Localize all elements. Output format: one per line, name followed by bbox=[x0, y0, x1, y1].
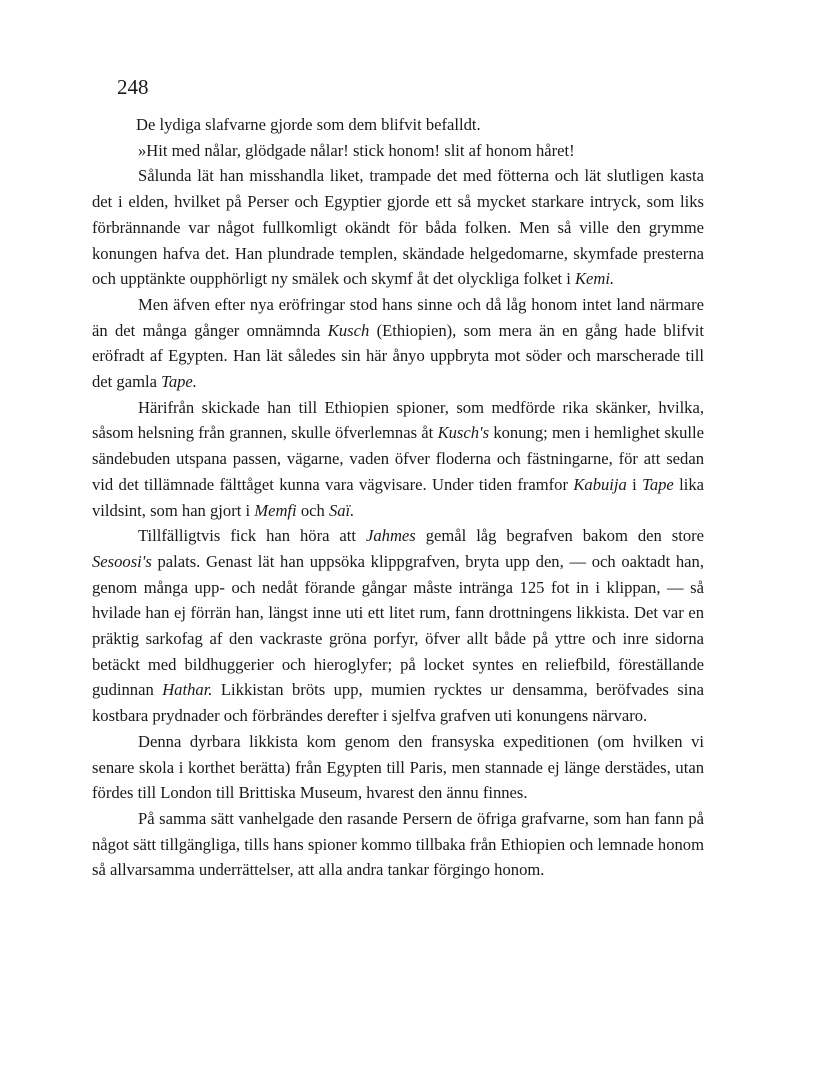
italic-term: Kusch's bbox=[437, 423, 490, 443]
italic-term: Hathar. bbox=[162, 680, 213, 700]
italic-term: Tape bbox=[642, 474, 674, 494]
text-run: På samma sätt vanhelgade den rasande Persern de öfriga grafvarne, som han fann på något sätt tillgängliga, tills hans spioner kommo tillbaka från Ethiopien och lemnade honom så allvarsamma underrättelser, att alla andra tankar förgingo honom. bbox=[92, 808, 704, 880]
paragraph bbox=[92, 806, 704, 883]
text-run: De lydiga slafvarne gjorde som dem blifvit befalldt. bbox=[136, 115, 481, 134]
italic-term: Sesoosi's bbox=[92, 551, 152, 571]
italic-term: Kusch bbox=[327, 320, 370, 340]
paragraph bbox=[92, 523, 704, 729]
text-run: lika vildsint, som han gjort i bbox=[92, 474, 704, 520]
text-run: Härifrån skickade han till Ethiopien spioner, som medförde rika skänker, hvilka, såsom helsning från grannen, skulle öfverlemnas åt bbox=[92, 397, 704, 443]
text-run: konung; men i hemlighet skulle sändebuden utspana passen, vägarne, vaden öfver floderna och fästningarne, för att sedan vid det tillämnade fälttåget kunna vara vägvisare. Under tiden framfor bbox=[92, 423, 704, 494]
paragraph bbox=[92, 395, 704, 524]
text-run: Likkistan bröts upp, mumien rycktes ur densamma, beröfvades sina kostbara prydnader och förbrändes derefter i sjelfva grafven uti konungens närvaro. bbox=[92, 680, 705, 726]
italic-term: Saï. bbox=[328, 500, 355, 520]
paragraph bbox=[92, 112, 704, 138]
text-run: Tillfälligtvis fick han höra att bbox=[138, 526, 366, 546]
italic-term: Jahmes bbox=[365, 526, 416, 546]
text-run: och bbox=[296, 500, 329, 520]
text-run: Denna dyrbara likkista kom genom den fransyska expeditionen (om hvilken vi senare skola i korthet berätta) från Egypten till Paris, men stannade ej länge derstädes, utan fördes till London till Brittiska Museum, hvarest den ännu finnes. bbox=[92, 731, 704, 803]
text-run: gemål låg begrafven bakom den store bbox=[415, 526, 705, 546]
paragraph bbox=[92, 138, 704, 164]
body-text bbox=[92, 112, 704, 883]
italic-term: Memfi bbox=[254, 500, 297, 520]
italic-term: Kabuija bbox=[573, 474, 627, 494]
text-run: »Hit med nålar, glödgade nålar! stick honom! slit af honom håret! bbox=[138, 140, 575, 160]
paragraph bbox=[92, 163, 704, 292]
italic-term: Tape. bbox=[161, 372, 197, 392]
paragraph bbox=[92, 292, 704, 395]
text-run: i bbox=[626, 474, 643, 494]
text-run: palats. Genast lät han uppsöka klippgrafven, bryta upp den, — och oaktadt han, genom många upp- och nedåt förande gångar måste intränga 125 fot in i klippan, — så hvilade han ej förrän han, längst inne uti ett litet rum, fann drottningens likkista. Det var en präktig sarkofag af den vackraste gröna porfyr, öfver allt både på yttre och inre sidorna betäckt med bildhuggerier och hieroglyfer; på locket syntes en reliefbild, föreställande gudinnan bbox=[92, 551, 704, 700]
italic-term: Kemi. bbox=[574, 269, 615, 289]
paragraph bbox=[92, 729, 704, 806]
text-run: Sålunda lät han misshandla liket, trampade det med fötterna och lät slutligen kasta det i elden, hvilket på Perser och Egyptier gjorde ett så mycket starkare intryck, som liks förbrännande var något fullkomligt okändt för båda folken. Men så ville den grymme konungen hafva det. Han plundrade templen, skändade helgedomarne, skymfade presterna och upptänkte oupphörligt ny smälek och skymf åt det olyckliga folket i bbox=[92, 166, 704, 289]
text-run: Men äfven efter nya eröfringar stod hans sinne och då låg honom intet land närmare än det många gånger omnämnda bbox=[92, 294, 704, 340]
text-run: (Ethiopien), som mera än en gång hade blifvit eröfradt af Egypten. Han lät således sin här ånyo uppbryta mot söder och marscherade till det gamla bbox=[92, 320, 704, 392]
page-number: 248 bbox=[117, 75, 149, 99]
